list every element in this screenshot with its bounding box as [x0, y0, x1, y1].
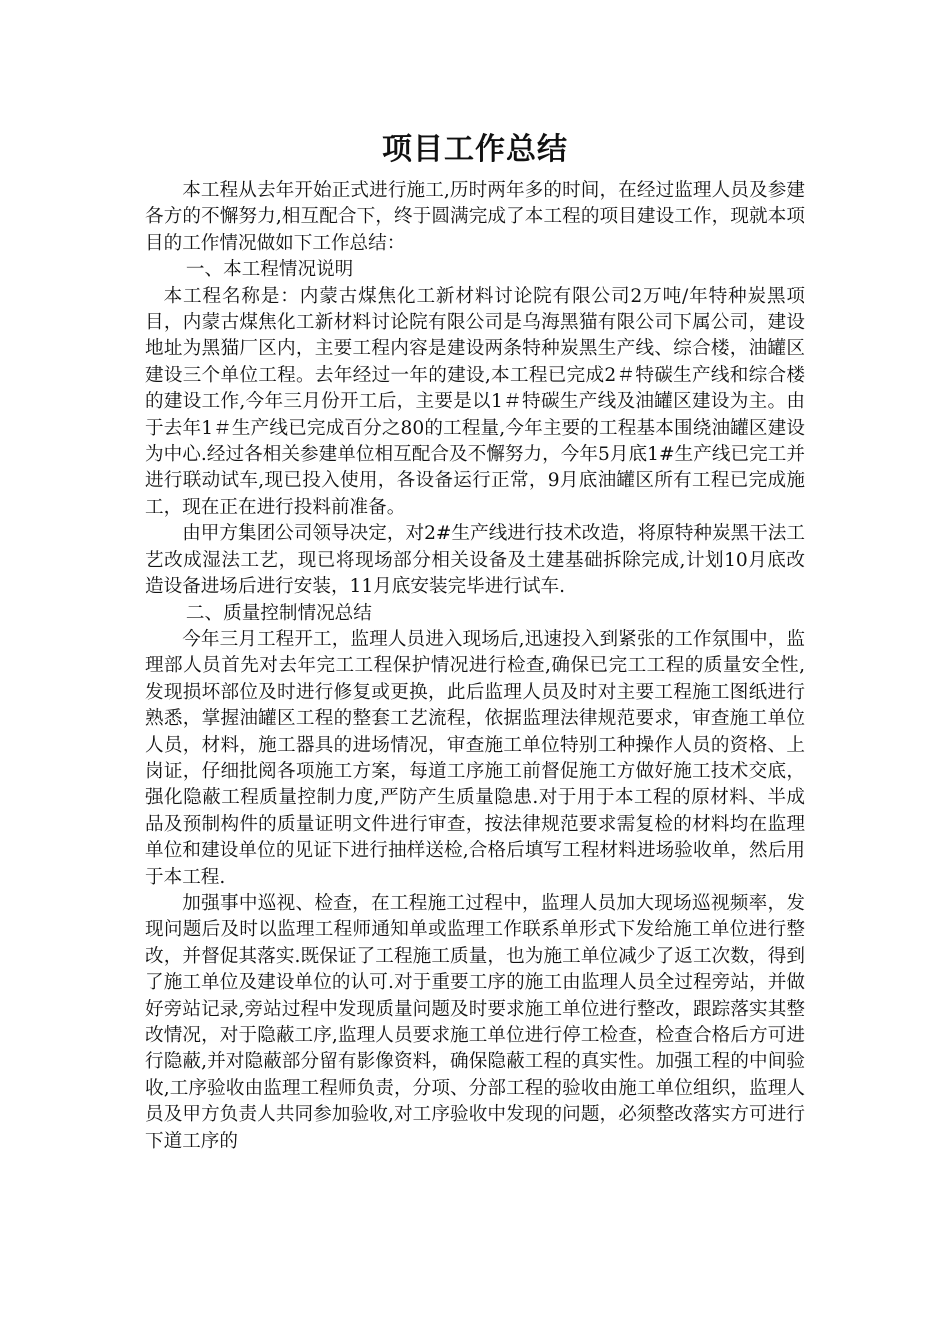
- section2-heading: 二、质量控制情况总结: [185, 602, 372, 624]
- section1-paragraph-1: 本工程名称是：内蒙古煤焦化工新材料讨论院有限公司2万吨/年特种炭黑项目，内蒙古煤焦化工新材料讨论院有限公司是乌海黑猫有限公司下属公司，建设地址为黑猫厂区内，主要工程内容是建设两条特种炭黑生产线、综合楼，油罐区建设三个单位工程。去年经过一年的建设,本工程已完成2＃特碳生产线和综合楼的建设工作,今年三月份开工后，主要是以1＃特碳生产线及油罐区建设为主。由于去年1＃生产线已完成百分之80的工程量,今年主要的工程基本围绕油罐区建设为中心.经过各相关参建单位相互配合及不懈努力，今年5月底1#生产线已完工并进行联动试车,现已投入使用，各设备运行正常，9月底油罐区所有工程已完成施工，现在正在进行投料前准备。: [145, 285, 805, 518]
- section1-heading: 一、本工程情况说明: [185, 259, 354, 281]
- section1-paragraph-2: 由甲方集团公司领导决定，对2#生产线进行技术改造，将原特种炭黑干法工艺改成湿法工艺，现已将现场部分相关设备及土建基础拆除完成,计划10月底改造设备进场后进行安装，11月底安装完毕进行试车.: [145, 523, 805, 598]
- document-title: 项目工作总结: [382, 132, 568, 167]
- intro-paragraph: 本工程从去年开始正式进行施工,历时两年多的时间，在经过监理人员及参建各方的不懈努力,相互配合下，终于圆满完成了本工程的项目建设工作，现就本项目的工作情况做如下工作总结：: [145, 180, 805, 254]
- document-body: [145, 128, 805, 1155]
- section2-paragraph-2: 加强事中巡视、检查，在工程施工过程中，监理人员加大现场巡视频率，发现问题后及时以监理工程师通知单或监理工作联系单形式下发给施工单位进行整改，并督促其落实.既保证了工程施工质量，也为施工单位减少了返工次数，得到了施工单位及建设单位的认可.对于重要工序的施工由监理人员全过程旁站，并做好旁站记录,旁站过程中发现质量问题及时要求施工单位进行整改，跟踪落实其整改情况，对于隐蔽工序,监理人员要求施工单位进行停工检查，检查合格后方可进行隐蔽,并对隐蔽部分留有影像资料，确保隐蔽工程的真实性。加强工程的中间验收,工序验收由监理工程师负责，分项、分部工程的验收由施工单位组织，监理人员及甲方负责人共同参加验收,对工序验收中发现的问题，必须整改落实方可进行下道工序的: [145, 892, 805, 1152]
- section2-paragraph-1: 今年三月工程开工，监理人员进入现场后,迅速投入到紧张的工作氛围中，监理部人员首先对去年完工工程保护情况进行检查,确保已完工工程的质量安全性,发现损坏部位及时进行修复或更换，此后监理人员及时对主要工程施工图纸进行熟悉，掌握油罐区工程的整套工艺流程，依据监理法律规范要求，审查施工单位人员，材料，施工器具的进场情况，审查施工单位特别工种操作人员的资格、上岗证，仔细批阅各项施工方案，每道工序施工前督促施工方做好施工技术交底，强化隐蔽工程质量控制力度,严防产生质量隐患.对于用于本工程的原材料、半成品及预制构件的质量证明文件进行审查，按法律规范要求需复检的材料均在监理单位和建设单位的见证下进行抽样送检,合格后填写工程材料进场验收单，然后用于本工程.: [145, 628, 805, 888]
